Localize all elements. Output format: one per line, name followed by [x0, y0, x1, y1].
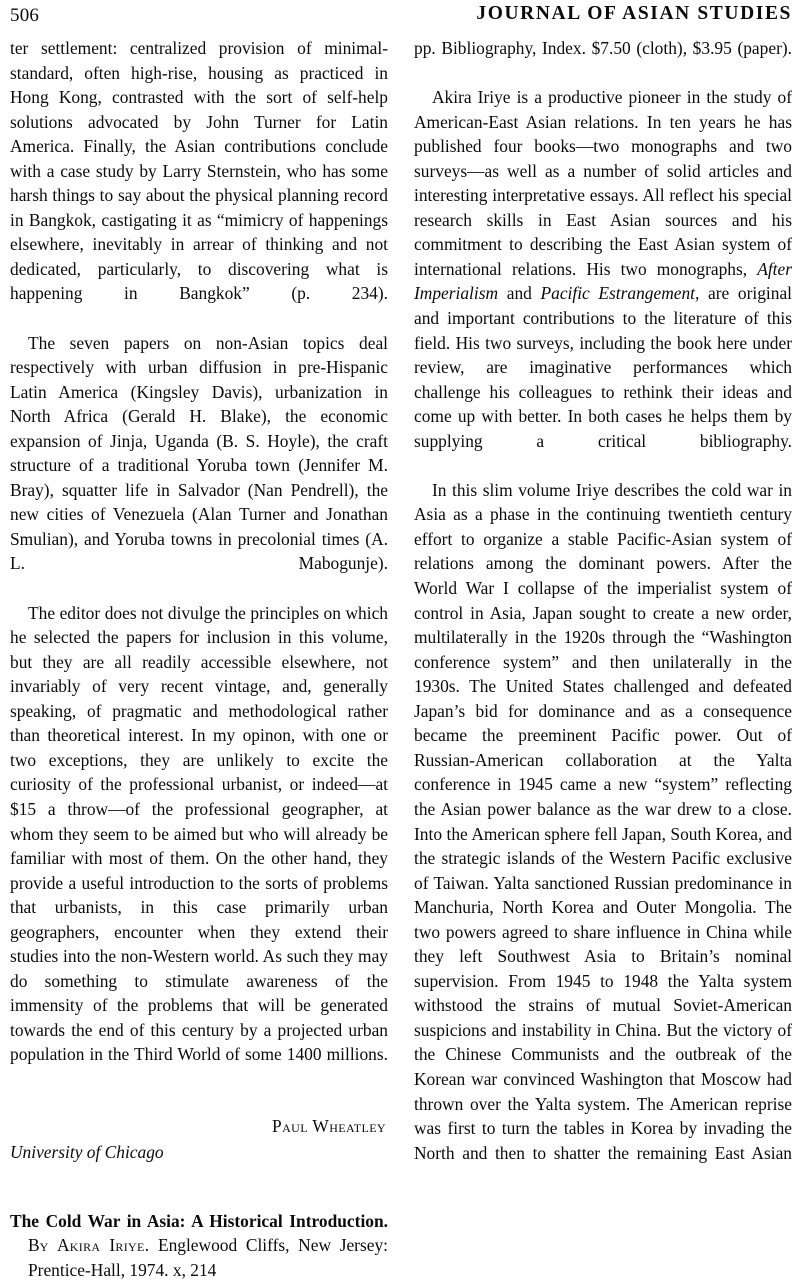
book-author: Akira Iriye.: [56, 1235, 150, 1256]
reviewer-name: Paul Wheatley: [272, 1115, 386, 1136]
paragraph-slim-volume: In this slim volume Iriye describes the cold war in Asia as a phase in the continuing twentieth century effort to organize a stable Pacific-Asian system of relations among the dominant powers. After the World War I collapse of the imperialist system of control in Asia, Japan sought to create a new order, multilaterally in the 1920s through the “Washington conference system” and then unilaterally in the 1930s. The United States challenged and defeated Japan’s bid for dominance and as a consequence became the preeminent Pacific power. Out of Russian-American collaboration at the Yalta conference in 1945 came a new “system” reflecting the Asian power balance as the war drew to a close. Into the American sphere fell Japan, South Korea, and the strategic islands of the Western Pacific exclusive of Taiwan. Yalta sanctioned Russian predominance in Manchuria, North Korea and Outer Mongolia. The two powers agreed to share influence in China while they left Southwest Asia to Britain’s nominal supervision. From 1945 to 1948 the Yalta system withstood the strains of mutual Soviet-American suspicions and instability in China. But the victory of the Chinese Communists and the outbreak of the Korean war convinced Washington that Moscow had thrown over the Yalta system. The American reprise was first to turn the tables in Korea by invading the North and then to shatter the remaining East Asian: [414, 479, 792, 1163]
page-number: 506: [10, 5, 40, 26]
book-heading: [10, 1209, 388, 1282]
paragraph-editor-principles: The editor does not divulge the principles on which he selected the papers for inclusion in this volume, but they are all readily accessible elsewhere, not invariably of very recent vintage, and, generally speaking, of pragmatic and methodological rather than theoretical interest. In my opinon, with one or two exceptions, they are unlikely to excite the curiosity of the professional urbanist, or indeed—at $15 a throw—of the professional geographer, at whom they seem to be aimed but who will already be familiar with most of them. On the other hand, they provide a useful introduction to the sorts of problems that urbanists, in this case primarily urban geographers, encounter when they extend their studies into the non-Western world. As such they may do something to stimulate awareness of the immensity of the problems that will be generated towards the end of this century by a projected urban population in the Third World of some 1400 millions.: [10, 602, 388, 1065]
left-column: [10, 36, 388, 1280]
right-column: [414, 36, 792, 1258]
book-title-pacific-estrangement: Pacific Estrangement,: [540, 283, 700, 304]
imprint-continued: pp. Bibliography, Index. $7.50 (cloth), $3.95 (paper).: [414, 38, 792, 58]
paragraph-continued: ter settlement: centralized provision of minimal-standard, often high-rise, housing as practiced in Hong Kong, contrasted with the sort of self-help solutions advocated by John Turner for Latin America. Finally, the Asian contributions conclude with a case study by Larry Sternstein, who has some harsh things to say about the physical planning record in Bangkok, castigating it as “mimicry of happenings elsewhere, inevitably in arrear of thinking and not dedicated, particularly, to discovering what is happening in Bangkok” (p. 234).: [10, 38, 388, 304]
book-by-label: By: [28, 1235, 49, 1256]
paragraph-iriye-part-b: and: [498, 283, 541, 304]
paragraph-iriye-part-a: Akira Iriye is a productive pioneer in the study of American-East Asian relations. In ten years he has published four books—two monographs and two surveys—as well as a number of solid articles and interesting interpretative essays. All reflect his special research skills in East Asian sources and his commitment to describing the East Asian system of international relations. His two monographs,: [414, 87, 792, 279]
reviewer-affiliation: University of Chicago: [10, 1142, 164, 1163]
book-title: The Cold War in Asia: A Historical Introduction.: [10, 1210, 388, 1231]
running-head: [0, 4, 800, 30]
body-columns: [10, 36, 792, 1280]
journal-title: JOURNAL OF ASIAN STUDIES: [476, 3, 792, 24]
paragraph-seven-papers: The seven papers on non-Asian topics deal respectively with urban diffusion in pre-Hispanic Latin America (Kingsley Davis), urbanization in North Africa (Gerald H. Blake), the economic expansion of Jinja, Uganda (B. S. Hoyle), the craft structure of a traditional Yoruba town (Jennifer M. Bray), squatter life in Salvador (Nan Pendrell), the new cities of Venezuela (Alan Turner and Jonathan Smulian), and Yoruba towns in precolonial times (A. L. Mabogunje).: [10, 332, 388, 574]
book-imprint: Englewood Cliffs, New Jersey: Prentice-Hall, 1974. x, 214: [28, 1235, 388, 1280]
book-title-after-imperialism: After Imperialism: [414, 258, 792, 304]
paragraph-iriye-pioneer: [414, 85, 792, 478]
paragraph-iriye-part-c: are original and important contributions to the literature of this field. His two surveys, including the book here under review, are imaginative performances which challenge his colleagues to rethink their ideas and come up with better. In both cases he helps them by supplying a critical bibliography.: [414, 283, 792, 451]
